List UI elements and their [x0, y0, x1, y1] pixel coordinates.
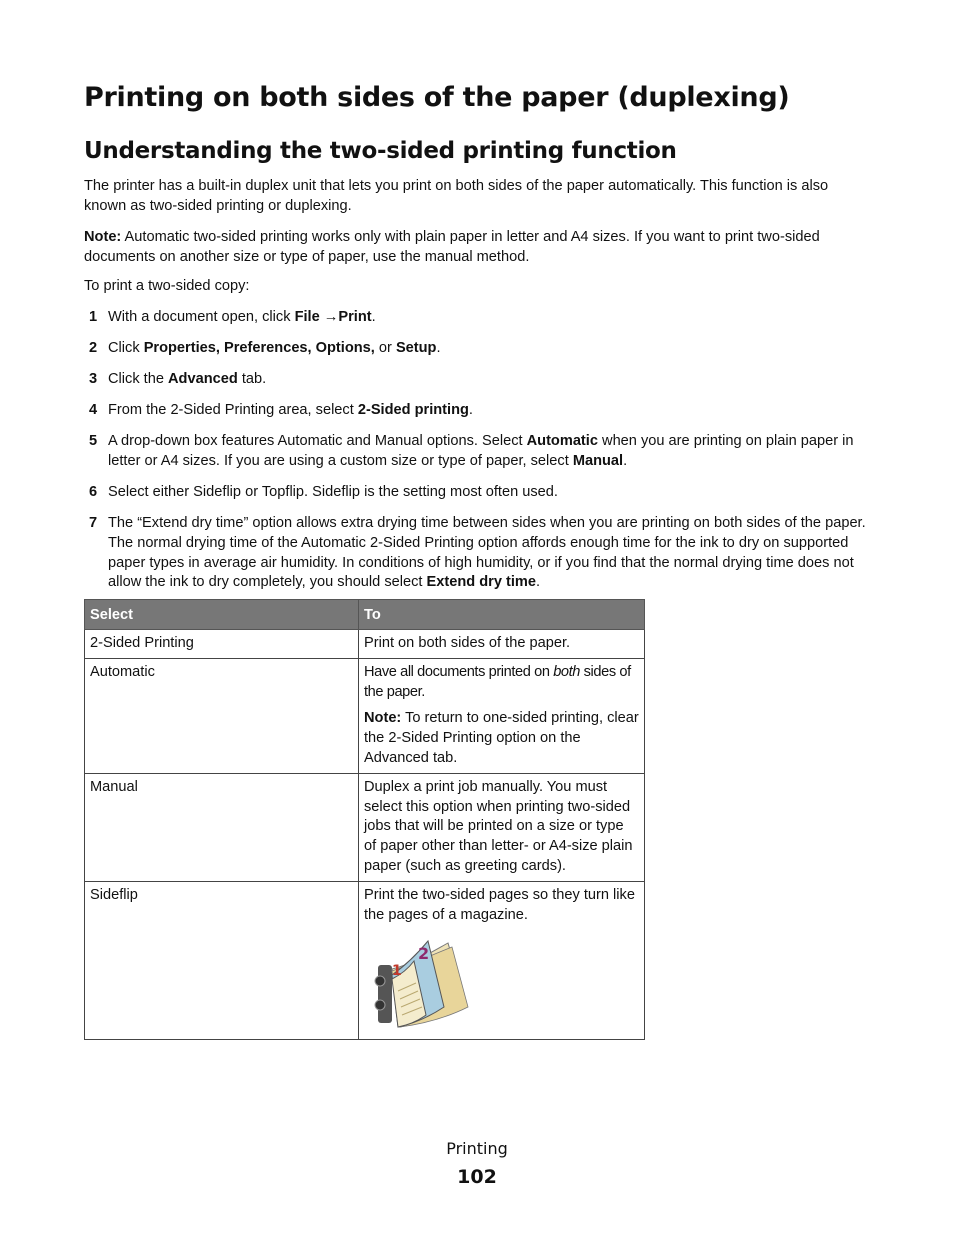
step-text: The “Extend dry time” option allows extra drying time between sides when you are printing on both sides of the paper. The normal drying time of the Automatic 2-Sided Printing option affords enough time for the ink to dry on supported paper types in average air humidity. In conditions of high humidity, or if you find that the normal drying time does not allow the ink to dry completely, you should select Extend dry time. [108, 515, 866, 591]
lead-paragraph: To print a two-sided copy: [84, 278, 250, 294]
note-label: Note: [84, 229, 122, 245]
column-header-to: To [359, 600, 645, 630]
note-label: Note: [364, 710, 402, 727]
page-label-1: 1 [392, 963, 402, 980]
cell-to: Print the two-sided pages so they turn like the pages of a magazine. 1 2 [359, 881, 645, 1040]
column-header-select: Select [85, 600, 359, 630]
cell-select: Manual [85, 773, 359, 881]
page-title: Printing on both sides of the paper (duplexing) [84, 82, 790, 113]
step-number: 2 [89, 340, 98, 356]
note-paragraph [84, 228, 874, 268]
table-header-row [85, 600, 645, 630]
intro-paragraph: The printer has a built-in duplex unit that lets you print on both sides of the paper automatically. This function is also known as two-sided printing or duplexing. [84, 178, 829, 214]
step-text: Click Properties, Preferences, Options, or Setup. [108, 340, 441, 356]
page-label-2: 2 [418, 944, 430, 964]
step-number: 3 [89, 371, 98, 387]
page-number: 102 [457, 1166, 497, 1188]
step-number: 7 [89, 515, 98, 531]
table-row [85, 630, 645, 659]
step-number: 1 [89, 309, 98, 325]
step-text: From the 2-Sided Printing area, select 2-Sided printing. [108, 402, 473, 418]
cell-to: Print on both sides of the paper. [359, 630, 645, 659]
cell-to: Have all documents printed on both sides of the paper. Note: To return to one-sided printing, clear the 2-Sided Printing option on the Advanced tab. [359, 658, 645, 773]
options-table [84, 599, 645, 1040]
footer-section: Printing [446, 1139, 508, 1158]
table-row [85, 658, 645, 773]
cell-select: 2-Sided Printing [85, 630, 359, 659]
step-text: With a document open, click File →Print. [108, 309, 376, 325]
table-row [85, 773, 645, 881]
cell-select: Automatic [85, 658, 359, 773]
sideflip-booklet-icon [370, 935, 478, 1035]
step-number: 6 [89, 484, 98, 500]
step-text: Click the Advanced tab. [108, 371, 267, 387]
table-row [85, 881, 645, 1040]
note-text: Automatic two-sided printing works only with plain paper in letter and A4 sizes. If you want to print two-sided documents on another size or type of paper, use the manual method. [84, 229, 820, 265]
step-text: Select either Sideflip or Topflip. Sideflip is the setting most often used. [108, 484, 558, 500]
step-number: 4 [89, 402, 98, 418]
cell-select: Sideflip [85, 881, 359, 1040]
cell-to: Duplex a print job manually. You must select this option when printing two-sided jobs that will be printed on a size or type of paper other than letter- or A4-size plain paper (such as greeting cards). [359, 773, 645, 881]
step-number: 5 [89, 433, 98, 449]
section-heading: Understanding the two-sided printing function [84, 138, 677, 164]
step-text: A drop-down box features Automatic and Manual options. Select Automatic when you are printing on plain paper in letter or A4 sizes. If you are using a custom size or type of paper, select Manual. [108, 433, 854, 469]
